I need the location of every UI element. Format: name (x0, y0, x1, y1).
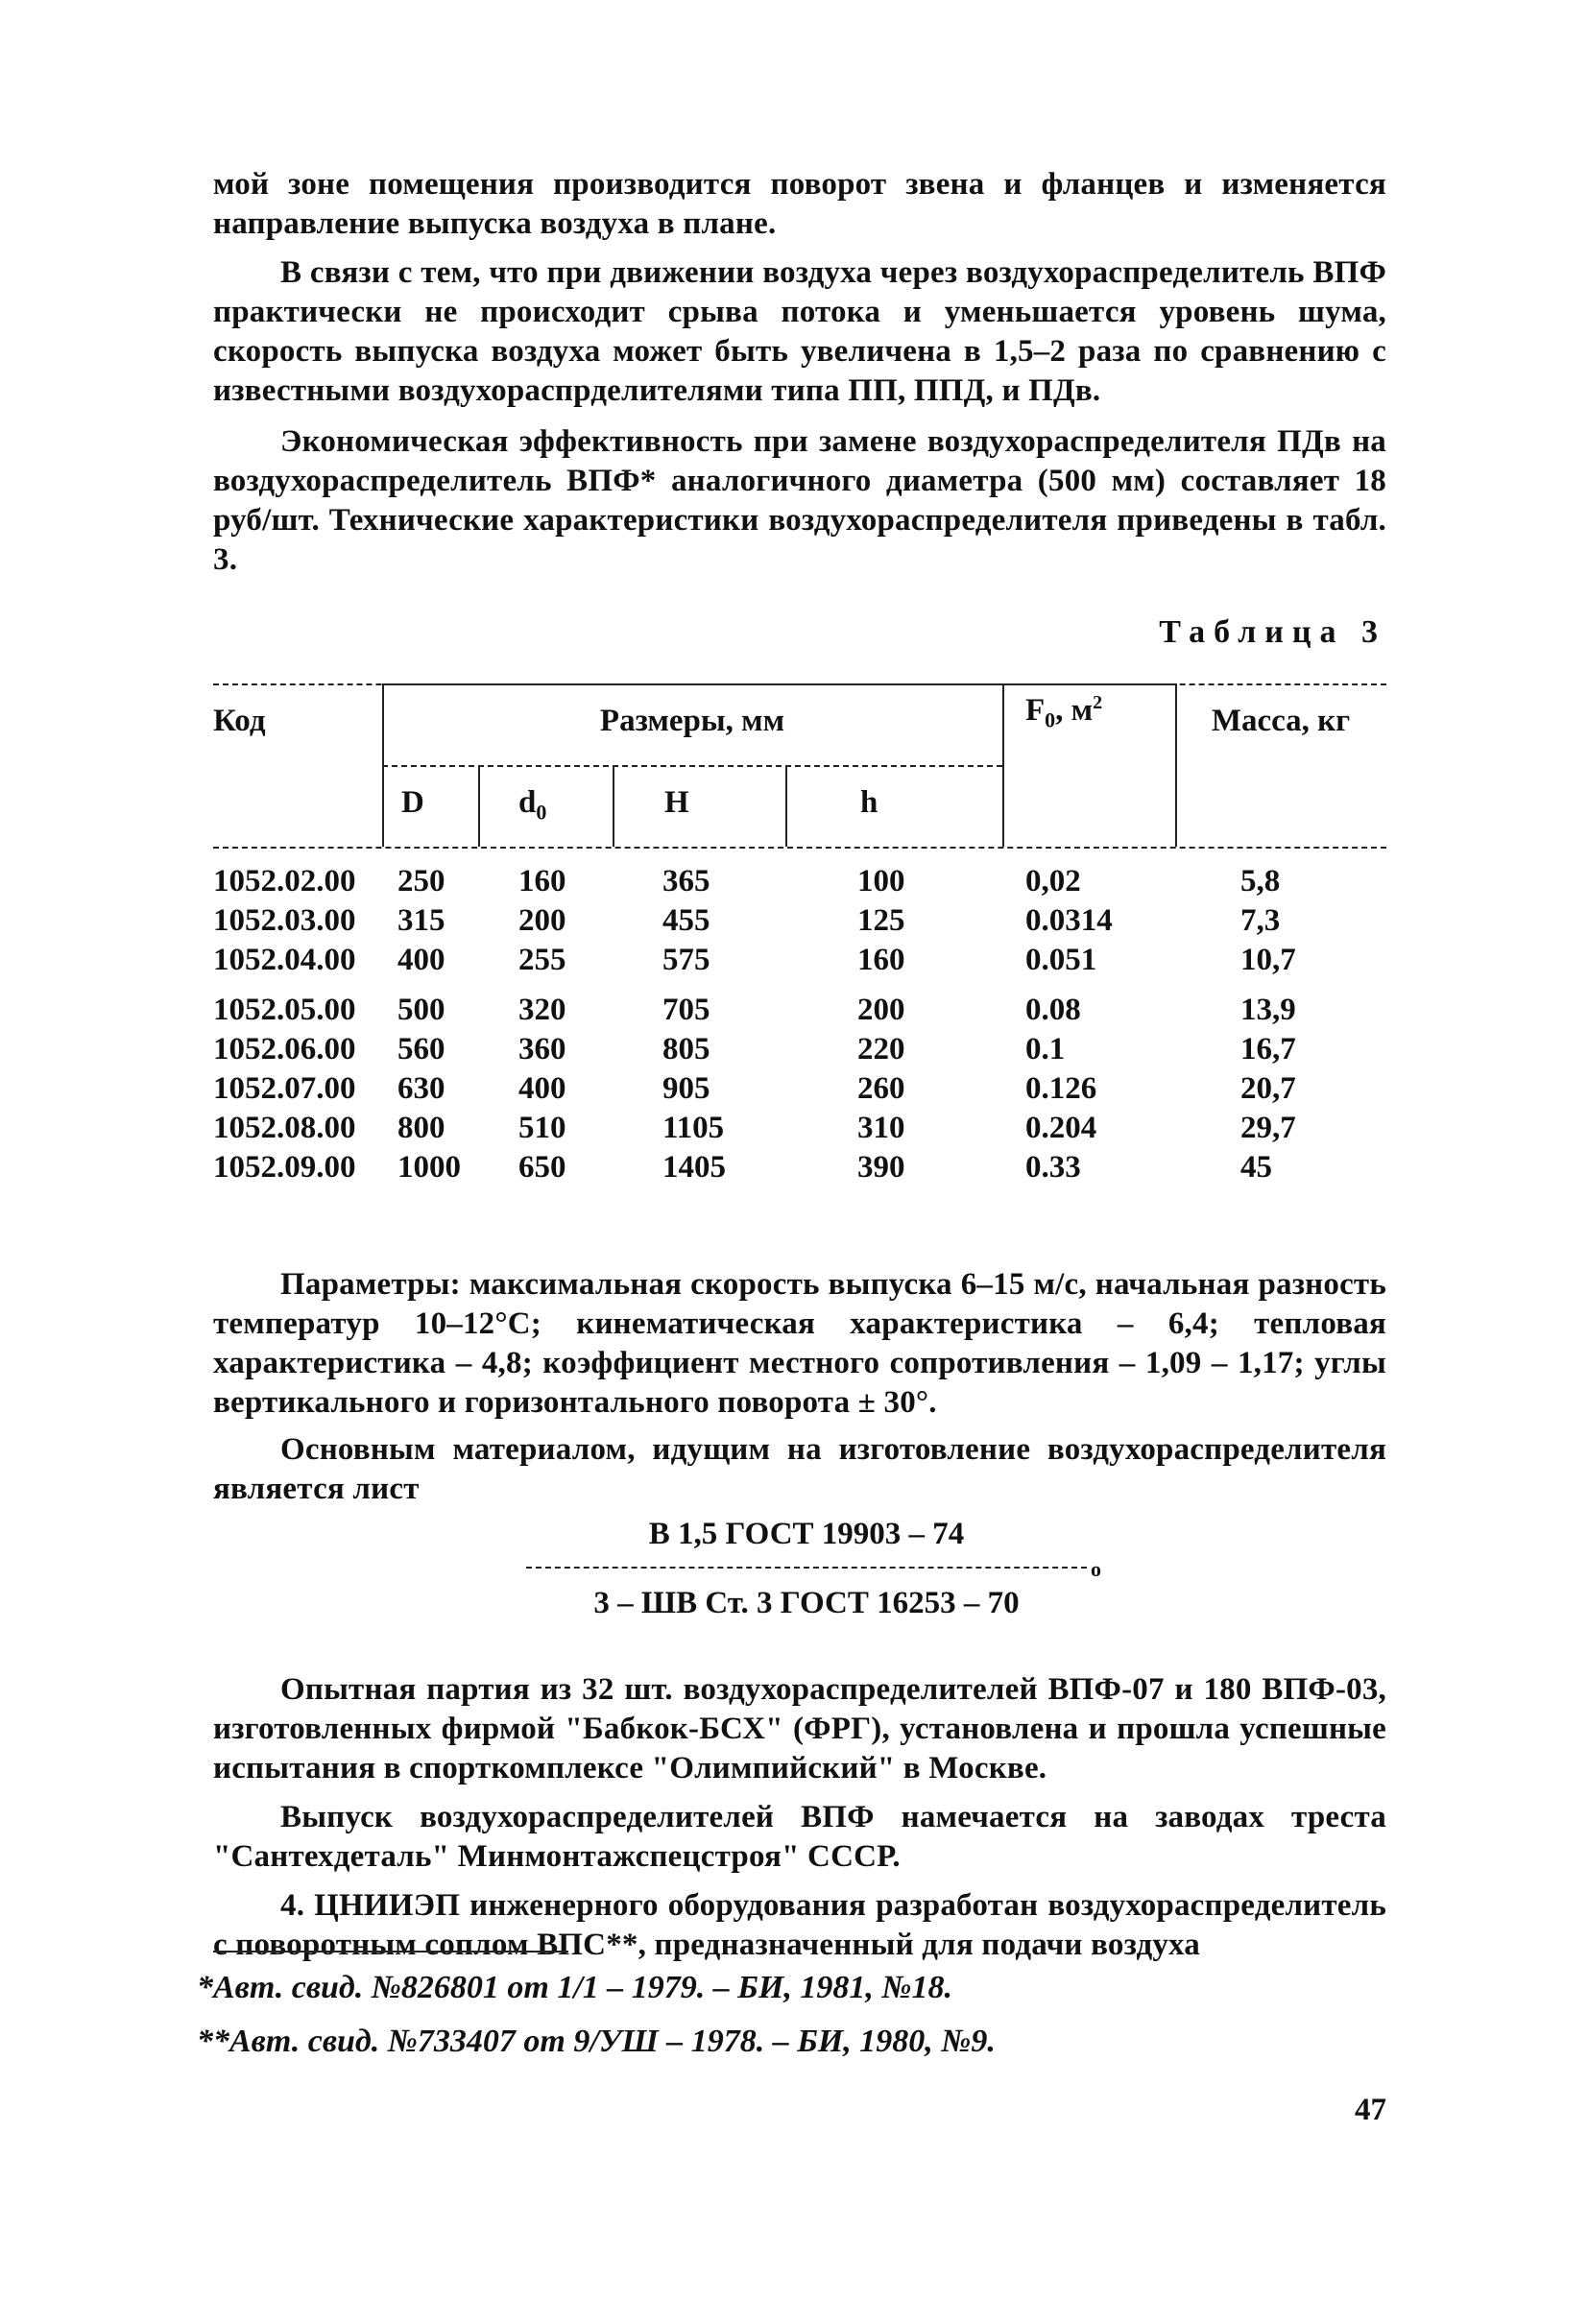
cell-code: 1052.08.00 (213, 1111, 356, 1145)
cell-F0: 0.204 (1025, 1111, 1097, 1145)
cell-d0: 320 (518, 993, 566, 1027)
cell-F0: 0.1 (1025, 1032, 1066, 1066)
footnote-rule (213, 1951, 568, 1953)
cell-F0: 0.08 (1025, 993, 1081, 1027)
paragraph-6: Опытная партия из 32 шт. воздухораспределителей ВПФ-07 и 180 ВПФ-03, изготовленных фирмой "Бабкок-БСХ" (ФРГ), установлена и прошла успешные испытания в спорткомплексе "Олимпийский" в Москве. (213, 1672, 1386, 1785)
cell-D: 560 (397, 1032, 445, 1066)
cell-code: 1052.02.00 (213, 864, 356, 898)
cell-H: 905 (662, 1071, 710, 1106)
cell-h: 200 (857, 993, 905, 1027)
formula-denominator: 3 – ШВ Ст. 3 ГОСТ 16253 – 70 (593, 1586, 1020, 1620)
page-number: 47 (1355, 2093, 1386, 2127)
paragraph-7: Выпуск воздухораспределителей ВПФ намечается на заводах треста "Сантехдеталь" Минмонтажспецстроя" СССР. (213, 1800, 1386, 1874)
header-code: Код (213, 704, 266, 738)
cell-H: 455 (662, 903, 710, 938)
cell-code: 1052.09.00 (213, 1150, 356, 1185)
cell-mass: 20,7 (1240, 1071, 1296, 1106)
cell-H: 1105 (662, 1111, 725, 1145)
table-top-rule-solid (382, 683, 1002, 685)
cell-code: 1052.06.00 (213, 1032, 356, 1066)
cell-d0: 400 (518, 1071, 566, 1106)
paragraph-3: Экономическая эффективность при замене воздухораспределителя ПДв на воздухораспределитель ВПФ* аналогичного диаметра (500 мм) составляет 18 руб/шт. Технические характеристики воздухораспределителя приведены в табл. 3. (213, 424, 1386, 577)
cell-d0: 510 (518, 1111, 566, 1145)
cell-F0: 0.0314 (1025, 903, 1113, 938)
header-area (1025, 692, 1103, 732)
header-h: h (860, 785, 878, 820)
cell-mass: 5,8 (1240, 864, 1281, 898)
formula-numerator: В 1,5 ГОСТ 19903 – 74 (648, 1517, 965, 1551)
header-d0 (518, 785, 547, 825)
paragraph-8: 4. ЦНИИЭП инженерного оборудования разработан воздухораспределитель с поворотным соплом ВПС**, предназначенный для подачи воздуха (213, 1888, 1386, 1962)
paragraph-4: Параметры: максимальная скорость выпуска 6–15 м/с, начальная разность температур 10–12°С; кинематическая характеристика – 6,4; тепловая характеристика – 4,8; коэффициент местного сопротивления – 1,09 – 1,17; углы вертикального и горизонтального поворота ± 30°. (213, 1267, 1386, 1420)
cell-H: 365 (662, 864, 710, 898)
table-vline-2 (1002, 683, 1004, 847)
paragraph-2: В связи с тем, что при движении воздуха через воздухораспределитель ВПФ практически не происходит срыва потока и уменьшается уровень шума, скорость выпуска воздуха может быть увеличена в 1,5–2 раза по сравнению с известными воздухораспрделителями типа ПП, ППД, и ПДв. (213, 255, 1386, 408)
cell-D: 315 (397, 903, 445, 938)
header-d0-main: d (518, 785, 537, 820)
cell-mass: 7,3 (1240, 903, 1281, 938)
cell-H: 705 (662, 993, 710, 1027)
cell-d0: 255 (518, 943, 566, 977)
header-mass: Масса, кг (1211, 704, 1351, 738)
header-area-unit: , м (1055, 693, 1094, 728)
cell-mass: 16,7 (1240, 1032, 1296, 1066)
cell-code: 1052.07.00 (213, 1071, 356, 1106)
text-block-bottom (213, 1670, 1386, 1965)
table-header-bottom-rule (213, 847, 1386, 849)
cell-h: 125 (857, 903, 905, 938)
cell-F0: 0.33 (1025, 1150, 1081, 1185)
text-block-top (213, 165, 1386, 580)
header-sizes: Размеры, мм (599, 704, 785, 738)
formula-degree: о (1091, 1557, 1101, 1581)
paragraph-1: мой зоне помещения производится поворот звена и фланцев и изменяется направление выпуска воздуха в плане. (213, 167, 1386, 241)
text-block-parameters (213, 1265, 1386, 1509)
header-H: H (664, 785, 689, 820)
header-area-sub: 0 (1045, 707, 1056, 732)
cell-h: 220 (857, 1032, 905, 1066)
footnote-1: *Авт. свид. №826801 от 1/1 – 1979. – БИ, 1981, №18. (197, 1970, 952, 2005)
cell-mass: 45 (1240, 1150, 1272, 1185)
cell-code: 1052.05.00 (213, 993, 356, 1027)
formula-fraction-line (526, 1567, 1087, 1569)
cell-d0: 650 (518, 1150, 566, 1185)
table-vline-sub-3 (785, 765, 787, 847)
cell-H: 1405 (662, 1150, 726, 1185)
cell-D: 630 (397, 1071, 445, 1106)
cell-D: 500 (397, 993, 445, 1027)
cell-d0: 200 (518, 903, 566, 938)
cell-d0: 360 (518, 1032, 566, 1066)
paragraph-5: Основным материалом, идущим на изготовление воздухораспределителя является лист (213, 1432, 1386, 1506)
cell-D: 1000 (397, 1150, 461, 1185)
cell-h: 160 (857, 943, 905, 977)
cell-d0: 160 (518, 864, 566, 898)
cell-F0: 0.126 (1025, 1071, 1097, 1106)
cell-code: 1052.03.00 (213, 903, 356, 938)
table-sub-rule (382, 765, 1002, 767)
cell-D: 800 (397, 1111, 445, 1145)
header-area-main: F (1025, 693, 1046, 728)
cell-h: 100 (857, 864, 905, 898)
cell-mass: 29,7 (1240, 1111, 1296, 1145)
header-D: D (401, 785, 424, 820)
cell-H: 805 (662, 1032, 710, 1066)
cell-h: 390 (857, 1150, 905, 1185)
cell-code: 1052.04.00 (213, 943, 356, 977)
header-area-sup: 2 (1093, 692, 1103, 713)
cell-h: 260 (857, 1071, 905, 1106)
cell-h: 310 (857, 1111, 905, 1145)
table-top-rule-solid-2 (1002, 683, 1175, 685)
footnote-2: **Авт. свид. №733407 от 9/УШ – 1978. – БИ, 1980, №9. (197, 2024, 996, 2059)
cell-D: 400 (397, 943, 445, 977)
header-d0-sub: 0 (536, 800, 547, 825)
cell-D: 250 (397, 864, 445, 898)
cell-mass: 13,9 (1240, 993, 1296, 1027)
cell-F0: 0.051 (1025, 943, 1097, 977)
table-caption: Таблица 3 (1159, 614, 1386, 650)
cell-F0: 0,02 (1025, 864, 1081, 898)
table-vline-sub-1 (478, 765, 480, 847)
table-vline-sub-2 (613, 765, 614, 847)
cell-H: 575 (662, 943, 710, 977)
cell-mass: 10,7 (1240, 943, 1296, 977)
